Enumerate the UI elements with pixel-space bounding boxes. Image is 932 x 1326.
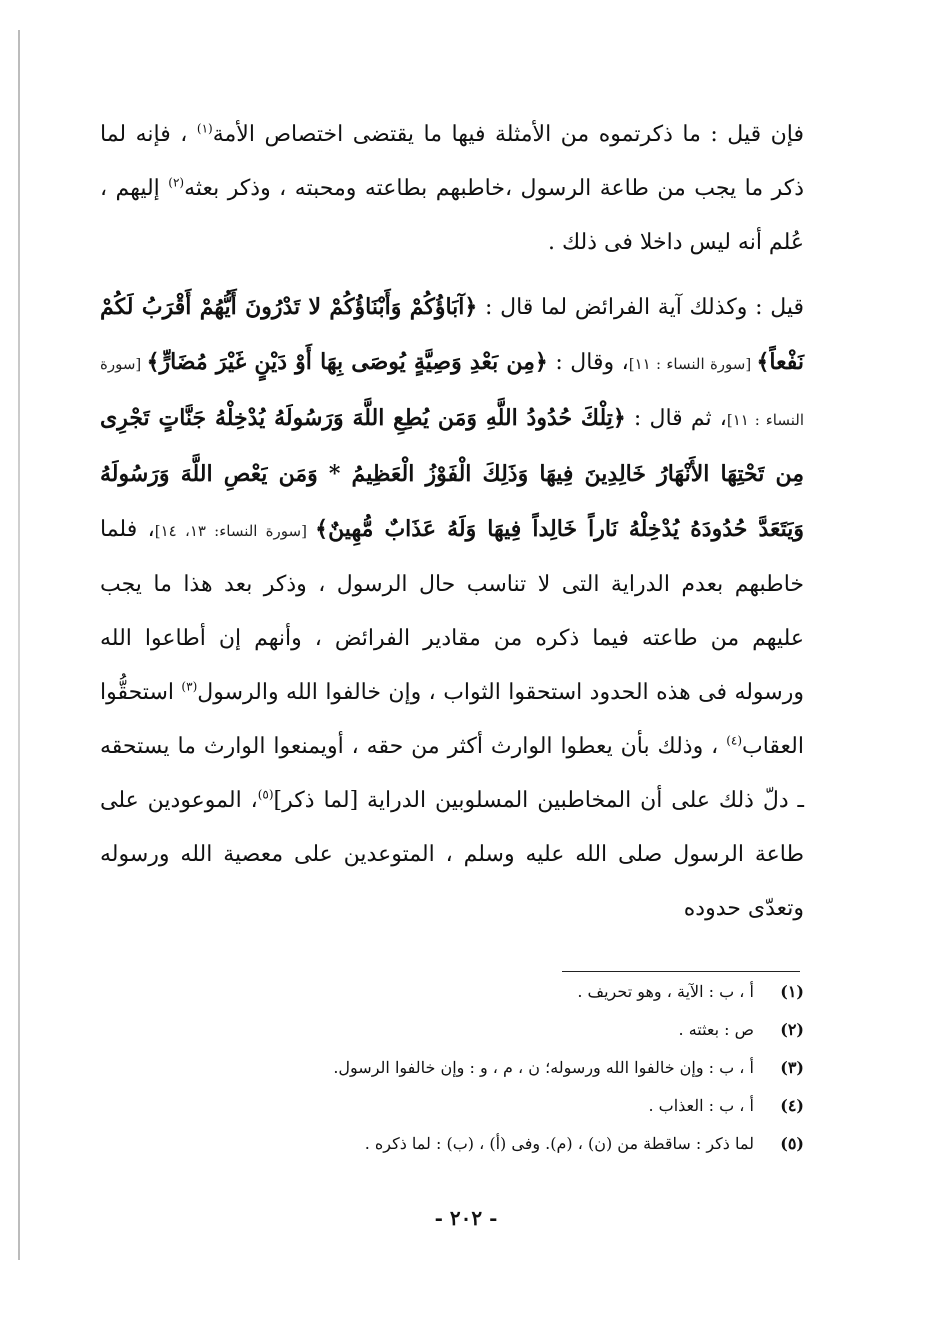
text-segment: ، ثم قال : xyxy=(625,406,727,431)
footnote-number: (٤) xyxy=(780,1096,804,1115)
footnote-marker-1[interactable]: (١) xyxy=(196,121,213,136)
footnote-1 xyxy=(120,982,804,1020)
footnote-text: أ ، ب : وإن خالفوا الله ورسوله؛ ن ، م ، و : وإن خالفوا الرسول. xyxy=(333,1058,754,1077)
sura-reference: [سورة النساء : ١١] xyxy=(100,355,805,429)
text-segment: ، وقال : xyxy=(547,350,629,375)
text-segment: ، الموعودين على طاعة الرسول صلى الله عليه وسلم ، المتوعدين على معصية الله ورسوله وتعدّى حدوده xyxy=(100,788,804,921)
footnote-separator xyxy=(562,971,800,972)
footnote-number: (٢) xyxy=(780,1020,804,1039)
footnote-marker-4[interactable]: (٤) xyxy=(726,733,743,748)
text-segment: ، وذلك بأن يعطوا الوارث أكثر من حقه ، أويمنعوا الوارث ما يستحقه ـ دلّ ذلك على أن المخاطبين المسلوبين الدراية [لما ذكر] xyxy=(100,734,804,813)
footnote-text: أ ، ب : العذاب . xyxy=(648,1096,754,1115)
paragraph-reply xyxy=(100,280,804,936)
quran-verse: ﴿تِلْكَ حُدُودُ اللَّهِ وَمَن يُطِعِ اللَّهَ وَرَسُولَهُ يُدْخِلْهُ جَنَّاتٍ تَجْرِى مِن تَحْتِهَا الأَنْهَارُ خَالِدِينَ فِيهَا وَذَلِكَ الْفَوْزُ الْعَظِيمُ * وَمَن يَعْصِ اللَّهَ وَرَسُولَهُ وَيَتَعَدَّ حُدُودَهُ يُدْخِلْهُ نَاراً خَالِداً فِيهَا وَلَهُ عَذَابٌ مُّهِينٌ﴾ xyxy=(100,405,805,542)
footnote-number: (٣) xyxy=(780,1058,804,1077)
quran-verse: ﴿آبَاؤُكُمْ وَأَبْنَاؤُكُمْ لا تَدْرُونَ أَيُّهُمْ أَقْرَبُ لَكُمْ نَفْعاً﴾ xyxy=(100,294,804,375)
footnote-number: (١) xyxy=(780,982,804,1001)
page-number: - ٢٠٢ - xyxy=(434,1206,498,1230)
footnote-text: أ ، ب : الآية ، وهو تحريف . xyxy=(577,982,754,1001)
footnote-number: (٥) xyxy=(780,1134,804,1153)
text-segment: ، فإنه لما ذكر ما يجب من طاعة الرسول ،خاطبهم بطاعته ومحبته ، وذكر بعثه xyxy=(100,122,805,201)
quran-verse: ﴿مِن بَعْدِ وَصِيَّةٍ يُوصَى بِهَا أَوْ دَيْنٍ غَيْرَ مُضَارٍّ﴾ xyxy=(146,349,548,375)
scan-edge-line xyxy=(18,30,20,1260)
footnote-text: ص : بعثته . xyxy=(678,1020,754,1039)
text-segment: استحقُّوا العقاب xyxy=(100,680,804,759)
footnote-marker-3[interactable]: (٣) xyxy=(181,679,198,694)
footnote-5 xyxy=(120,1134,804,1172)
footnote-text: لما ذكر : ساقطة من (ن) ، (م). وفى (أ) ، (ب) : لما ذكره . xyxy=(364,1134,754,1153)
footnote-marker-2[interactable]: (٢) xyxy=(168,175,185,190)
footnote-2 xyxy=(120,1020,804,1058)
text-segment: قيل : وكذلك آية الفرائض لما قال : xyxy=(477,295,805,320)
footnote-4 xyxy=(120,1096,804,1134)
sura-reference: [سورة النساء : ١١] xyxy=(628,355,757,373)
footnote-marker-5[interactable]: (٥) xyxy=(257,787,274,802)
text-segment: فإن قيل : ما ذكرتموه من الأمثلة فيها ما يقتضى اختصاص الأمة xyxy=(212,122,804,147)
paragraph-objection xyxy=(100,108,804,270)
footnote-3 xyxy=(120,1058,804,1096)
sura-reference: [سورة النساء: ١٣، ١٤] xyxy=(154,522,316,540)
text-segment: إليهم ، عُلم أنه ليس داخلا فى ذلك . xyxy=(100,176,804,255)
text-segment: ، فلما خاطبهم بعدم الدراية التى لا تناسب حال الرسول ، وذكر بعد هذا ما يجب عليهم من طاعته فيما ذكره من مقادير الفرائض ، وأنهم إن أطاعوا الله ورسوله فى هذه الحدود استحقوا الثواب ، وإن خالفوا الله والرسول xyxy=(100,517,804,705)
main-text xyxy=(100,108,804,936)
footnotes xyxy=(120,982,804,1172)
